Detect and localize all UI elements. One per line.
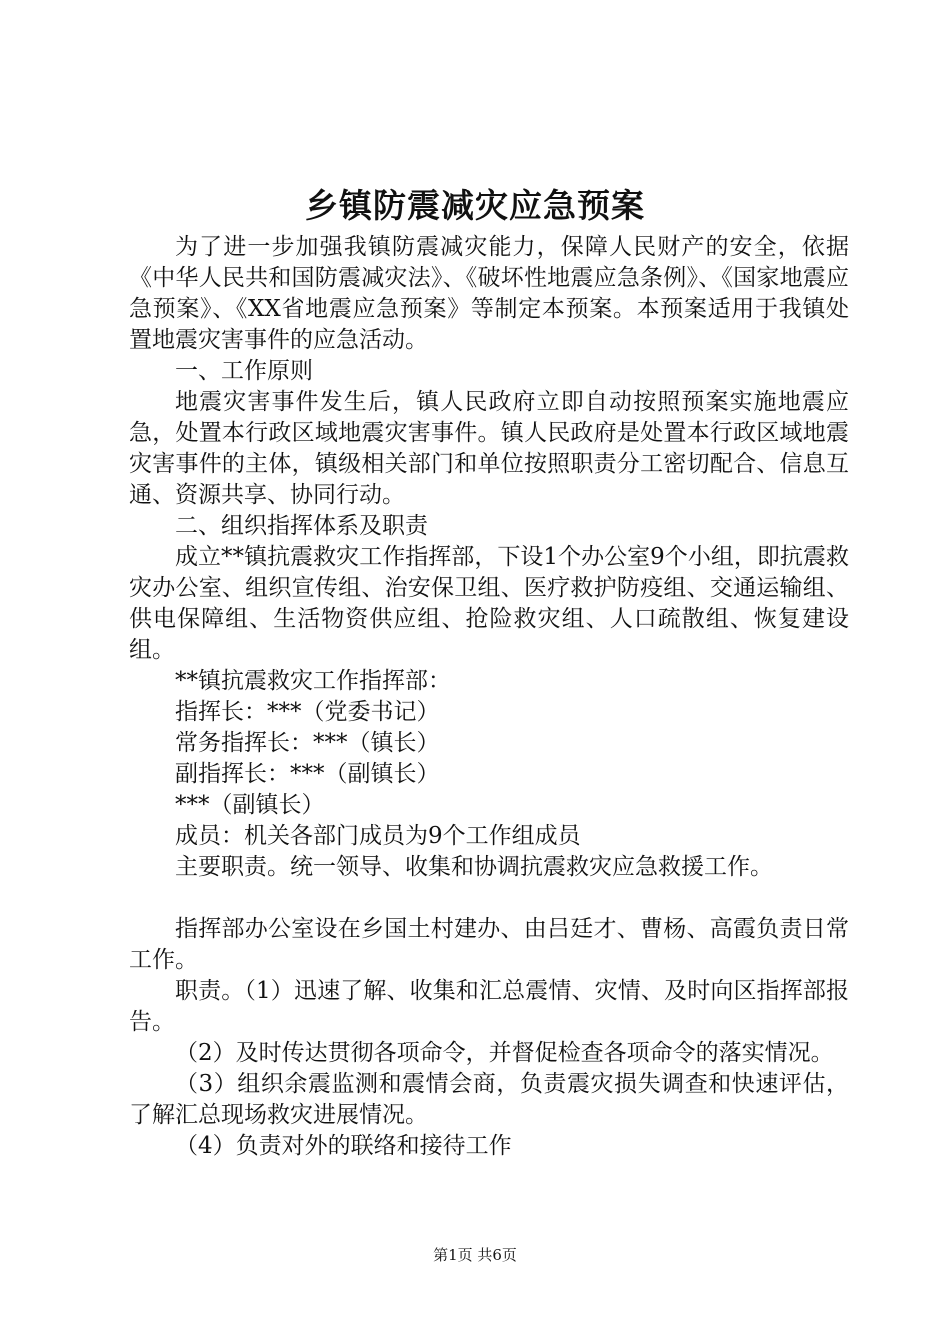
commander-line: 指挥长：***（党委书记） [175,699,440,725]
headquarters-label: **镇抗震救灾工作指挥部： [175,668,451,694]
main-duties-line: 主要职责。统一领导、收集和协调抗震救灾应急救援工作。 [175,854,773,880]
duty-item-3: （3）组织余震监测和震情会商，负责震灾损失调查和快速评估，了解汇总现场救灾进展情况。 [129,1071,849,1128]
deputy-commander-line: 副指挥长：***（副镇长） [175,761,440,787]
blank-line [129,883,849,914]
duty-item-2: （2）及时传达贯彻各项命令，并督促检查各项命令的落实情况。 [175,1040,834,1066]
office-paragraph: 指挥部办公室设在乡国土村建办、由吕廷才、曹杨、高霞负责日常工作。 [129,916,849,973]
page-footer: 第1页 共6页 [433,1246,517,1264]
duty-item-1: 职责。（1）迅速了解、收集和汇总震情、灾情、及时向区指挥部报告。 [129,978,849,1035]
section-heading-organization: 二、组织指挥体系及职责 [175,513,428,539]
members-line: 成员：机关各部门成员为9个工作组成员 [175,823,581,849]
deputy-commander-line-2: ***（副镇长） [175,792,325,818]
duty-item-4: （4）负责对外的联络和接待工作 [175,1133,512,1159]
intro-paragraph: 为了进一步加强我镇防震减灾能力，保障人民财产的安全，依据《中华人民共和国防震减灾法》、《破坏性地震应急条例》、《国家地震应急预案》、《XX省地震应急预案》等制定本预案。本预案适用于我镇处置地震灾害事件的应急活动。 [129,234,849,353]
section-heading-principles: 一、工作原则 [175,358,313,384]
executive-commander-line: 常务指挥长：***（镇长） [175,730,440,756]
principles-paragraph: 地震灾害事件发生后，镇人民政府立即自动按照预案实施地震应急，处置本行政区域地震灾害事件。镇人民政府是处置本行政区域地震灾害事件的主体，镇级相关部门和单位按照职责分工密切配合、信息互通、资源共享、协同行动。 [129,389,849,508]
organization-paragraph: 成立**镇抗震救灾工作指挥部，下设1个办公室9个小组，即抗震救灾办公室、组织宣传组、治安保卫组、医疗救护防疫组、交通运输组、供电保障组、生活物资供应组、抢险救灾组、人口疏散组、恢复建设组。 [129,544,849,663]
document-title: 乡镇防震减灾应急预案 [305,186,645,225]
document-body [129,232,849,1162]
